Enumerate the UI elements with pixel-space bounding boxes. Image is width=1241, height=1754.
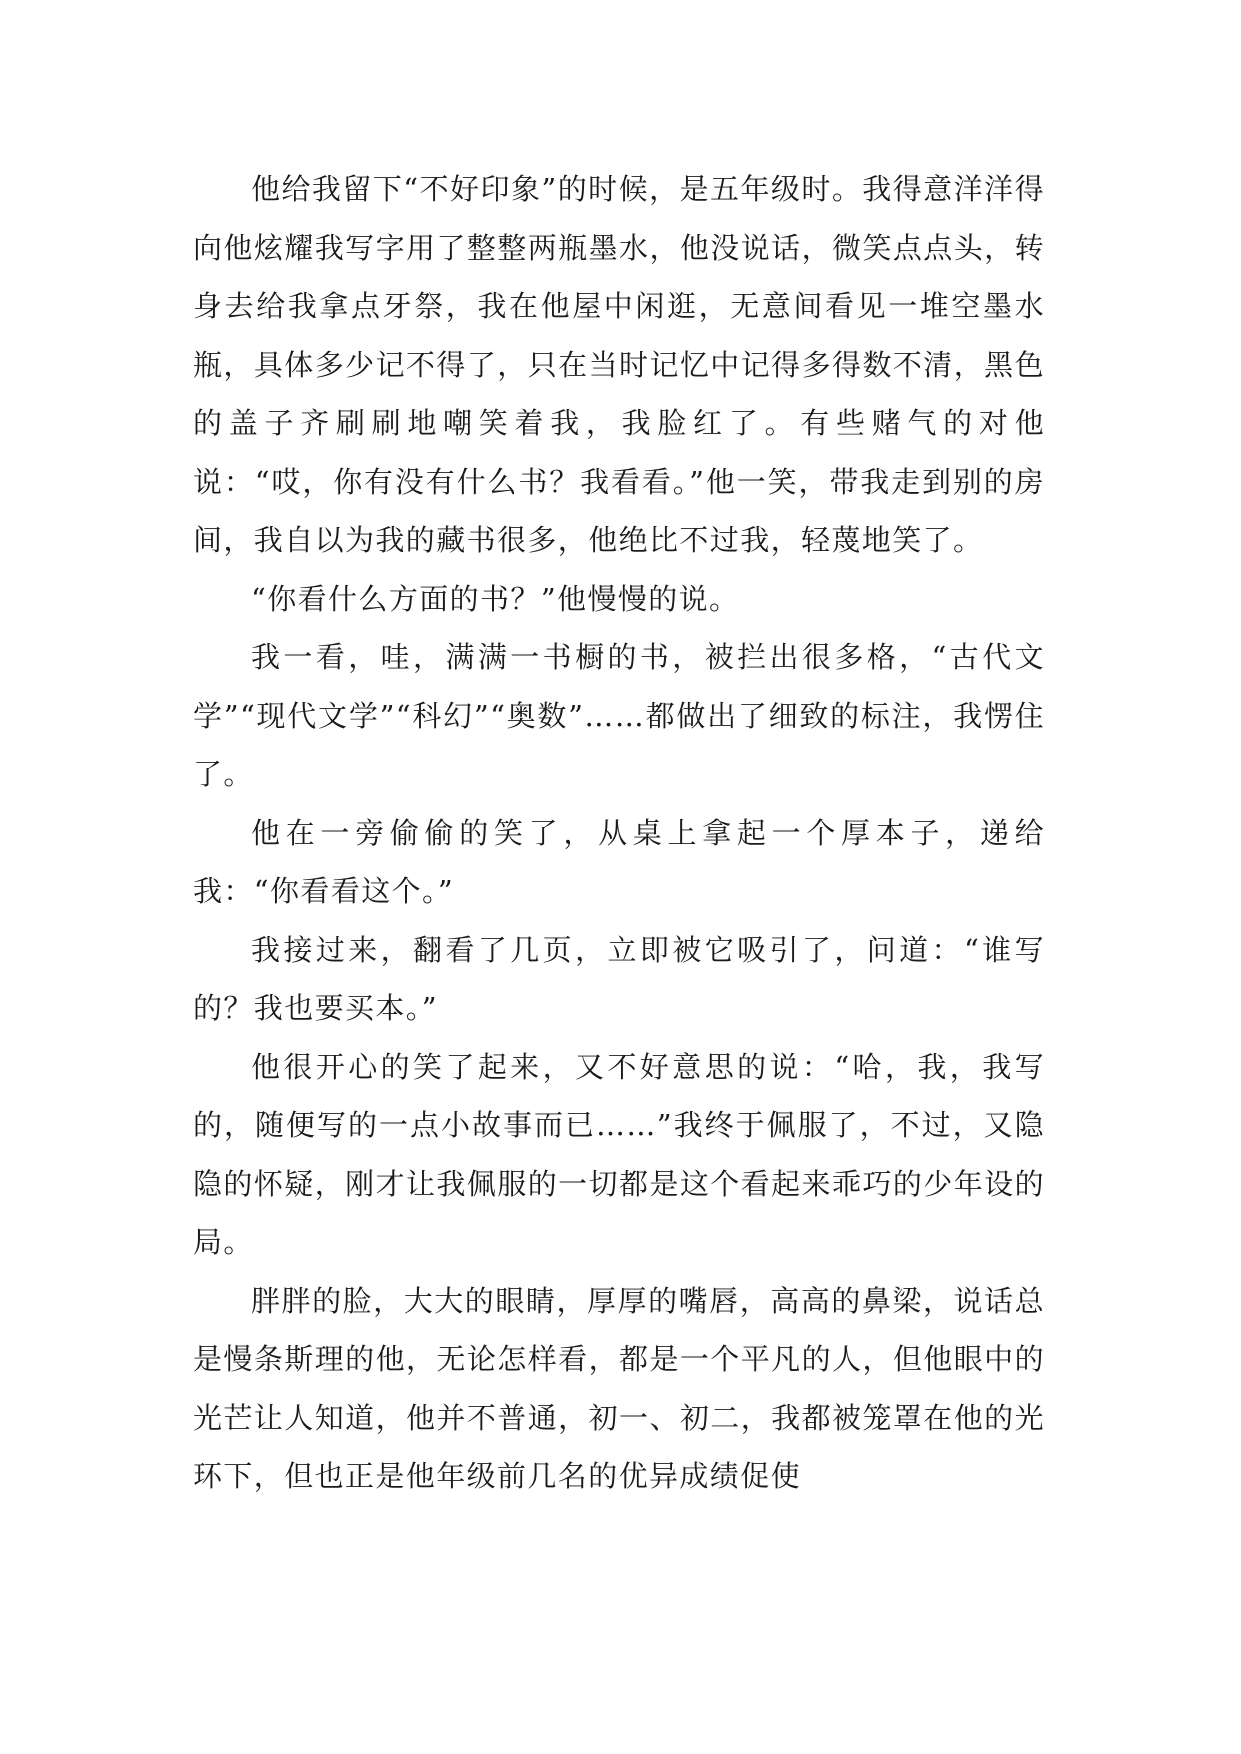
paragraph-4: 他在一旁偷偷的笑了，从桌上拿起一个厚本子，递给我：“你看看这个。” <box>193 815 1045 908</box>
document-body <box>193 160 1045 1506</box>
paragraph-3: 我一看，哇，满满一书橱的书，被拦出很多格，“古代文学”“现代文学”“科幻”“奥数”……都做出了细致的标注，我愣住了。 <box>193 640 1045 791</box>
paragraph-1: 他给我留下“不好印象”的时候，是五年级时。我得意洋洋得向他炫耀我写字用了整整两瓶墨水，他没说话，微笑点点头，转身去给我拿点牙祭，我在他屋中闲逛，无意间看见一堆空墨水瓶，具体多少记不得了，只在当时记忆中记得多得数不清，黑色的盖子齐刷刷地嘲笑着我，我脸红了。有些赌气的对他说：“哎，你有没有什么书？我看看。”他一笑，带我走到别的房间，我自以为我的藏书很多，他绝比不过我，轻蔑地笑了。 <box>193 172 1045 557</box>
paragraph-7: 胖胖的脸，大大的眼睛，厚厚的嘴唇，高高的鼻梁，说话总是慢条斯理的他，无论怎样看，都是一个平凡的人，但他眼中的光芒让人知道，他并不普通，初一、初二，我都被笼罩在他的光环下，但也正是他年级前几名的优异成绩促使 <box>193 1283 1045 1493</box>
paragraph-5: 我接过来，翻看了几页，立即被它吸引了，问道：“谁写的？我也要买本。” <box>193 932 1045 1025</box>
paragraph-6: 他很开心的笑了起来，又不好意思的说：“哈，我，我写的，随便写的一点小故事而已……”我终于佩服了，不过，又隐隐的怀疑，刚才让我佩服的一切都是这个看起来乖巧的少年设的局。 <box>193 1049 1045 1259</box>
paragraph-2: “你看什么方面的书？”他慢慢的说。 <box>251 581 740 616</box>
